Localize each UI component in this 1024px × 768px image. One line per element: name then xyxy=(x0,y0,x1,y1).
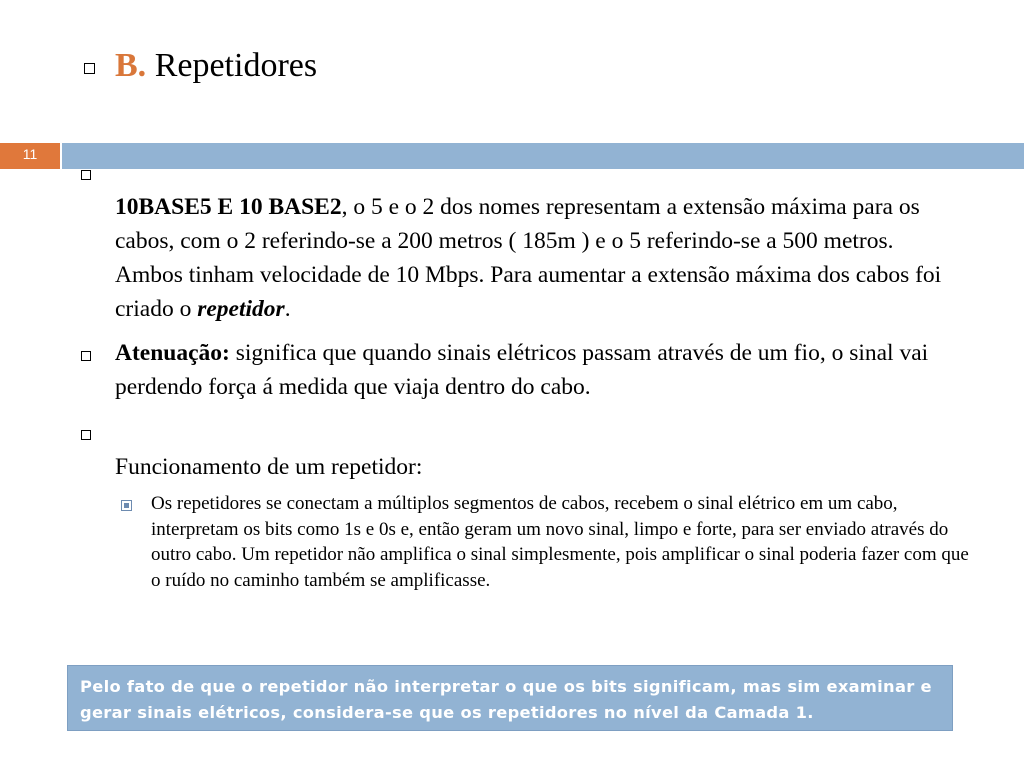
bullet-1-square-icon xyxy=(81,170,91,180)
bullet-3-square-icon xyxy=(81,430,91,440)
bullet-2-bold: Atenuação: xyxy=(115,340,230,366)
bullet-2-text xyxy=(115,336,950,404)
slide-number-badge: 11 xyxy=(0,143,60,169)
bullet-1-end: . xyxy=(284,296,291,322)
slide-title xyxy=(115,46,317,86)
slide-title-row xyxy=(84,46,317,86)
bullet-1-emphasis: repetidor xyxy=(197,296,285,322)
title-text: Repetidores xyxy=(146,47,318,84)
header-divider-bar xyxy=(62,143,1024,169)
callout-text: Pelo fato de que o repetidor não interpretar o que os bits significam, mas sim examinar e gerar sinais elétricos, considera-se que os repetidores no nível da Camada 1. xyxy=(80,677,932,722)
title-bullet-square-icon xyxy=(84,63,95,74)
bullet-1-bold: 10BASE5 E 10 BASE2 xyxy=(115,194,342,220)
bullet-3-text: Funcionamento de um repetidor: xyxy=(115,454,423,480)
bullet-2-body: significa que quando sinais elétricos passam através de um fio, o sinal vai perdendo força á medida que viaja dentro do cabo. xyxy=(115,340,929,400)
callout-box xyxy=(67,665,953,731)
bullet-1-text xyxy=(115,190,950,326)
bullet-2-square-icon xyxy=(81,351,91,361)
sub-bullet-text: Os repetidores se conectam a múltiplos segmentos de cabos, recebem o sinal elétrico em um cabo, interpretam os bits como 1s e 0s e, então geram um novo sinal, limpo e forte, para ser enviado através do outro cabo. Um repetidor não amplifica o sinal simplesmente, pois amplificar o sinal poderia fazer com que o ruído no caminho também se amplificasse. xyxy=(151,493,969,591)
title-prefix: B. xyxy=(115,47,147,84)
sub-bullet-square-icon xyxy=(121,500,132,511)
bullet-1-body: , o 5 e o 2 dos nomes representam a extensão máxima para os cabos, com o 2 referindo-se a 200 metros ( 185m ) e o 5 referindo-se a 500 metros. Ambos tinham velocidade de 10 Mbps. Para aumentar a extensão máxima dos cabos foi criado o xyxy=(115,194,942,322)
